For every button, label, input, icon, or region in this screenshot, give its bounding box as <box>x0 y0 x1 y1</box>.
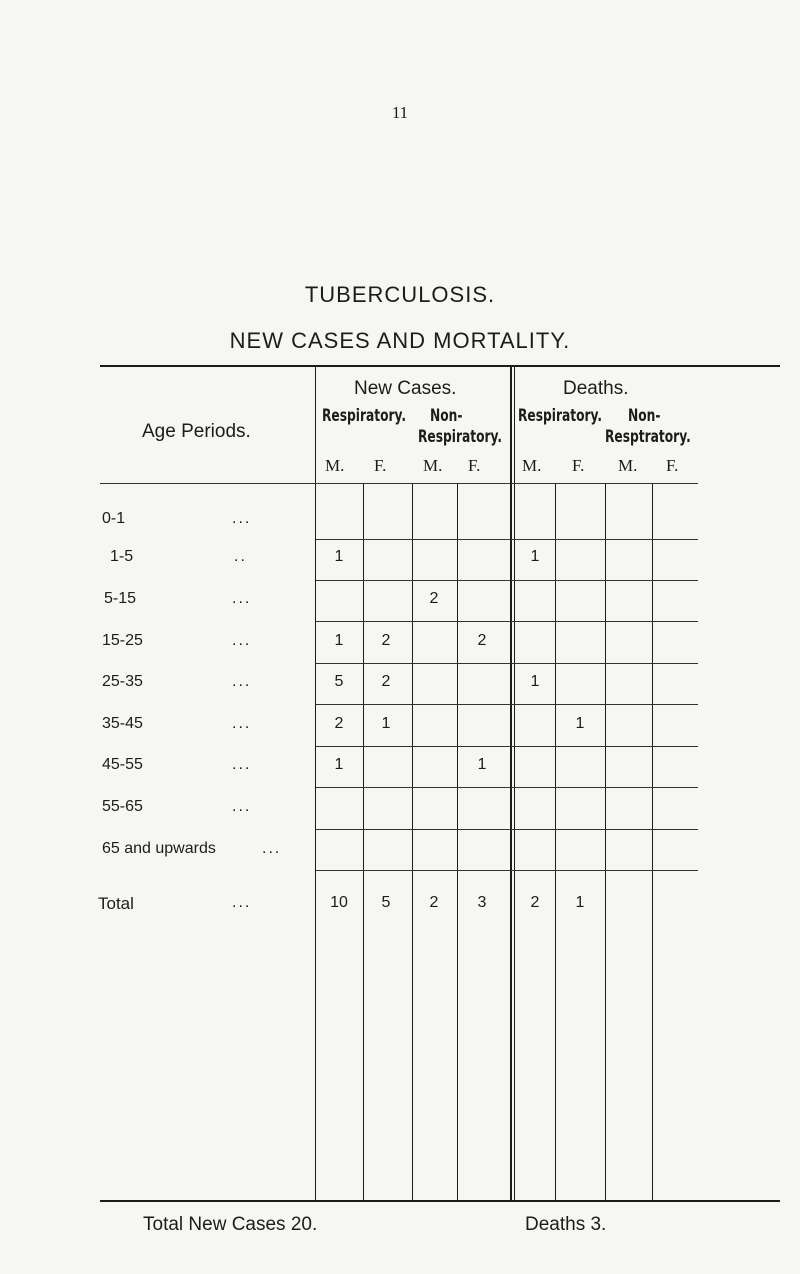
row-separator <box>316 704 698 705</box>
dot-leader: ... <box>232 756 252 773</box>
table-cell: 1 <box>334 548 344 565</box>
dot-leader: ... <box>232 715 252 732</box>
sex-label: M. <box>618 456 638 475</box>
table-cell: 2 <box>334 715 344 732</box>
table-cell: 2 <box>429 590 439 607</box>
table-cell: 2 <box>429 894 439 911</box>
table-top-rule <box>100 365 780 367</box>
table-cell: 1 <box>334 632 344 649</box>
column-divider <box>363 484 364 1200</box>
divider-age-column <box>315 366 316 1200</box>
age-period-label: Total <box>98 894 134 913</box>
table-cell: 2 <box>381 673 391 690</box>
dot-leader: .. <box>234 548 247 565</box>
sex-label: F. <box>374 456 387 475</box>
new-cases-non-header: Non- <box>430 406 463 426</box>
column-divider <box>457 484 458 1200</box>
age-period-label: 55-65 <box>102 798 143 815</box>
dot-leader: ... <box>232 798 252 815</box>
table-cell: 1 <box>575 894 585 911</box>
divider-deaths-group <box>510 366 512 1200</box>
age-period-label: 0-1 <box>102 510 126 527</box>
column-divider <box>605 484 606 1200</box>
dot-leader: ... <box>232 510 252 527</box>
column-divider <box>652 484 653 1200</box>
table-cell: 5 <box>381 894 391 911</box>
new-cases-header: New Cases. <box>354 378 457 399</box>
dot-leader: ... <box>232 590 252 607</box>
table-cell: 1 <box>530 548 540 565</box>
header-underline <box>100 483 698 484</box>
age-period-label: 35-45 <box>102 715 143 732</box>
table-cell: 2 <box>477 632 487 649</box>
age-period-label: 15-25 <box>102 632 143 649</box>
dot-leader: ... <box>232 673 252 690</box>
row-separator <box>316 870 698 871</box>
page-number: 11 <box>391 103 409 122</box>
age-period-label: 25-35 <box>102 673 143 690</box>
table-cell: 5 <box>334 673 344 690</box>
sex-label: F. <box>572 456 585 475</box>
row-separator <box>316 829 698 830</box>
sex-label: F. <box>468 456 481 475</box>
dot-leader: ... <box>232 632 252 649</box>
deaths-non-respiratory-header: Resptratory. <box>605 427 691 447</box>
page-title: TUBERCULOSIS. <box>304 282 496 307</box>
sex-label: F. <box>666 456 679 475</box>
age-period-label: 5-15 <box>104 590 137 607</box>
table-cell: 1 <box>381 715 391 732</box>
row-separator <box>316 787 698 788</box>
table-cell: 1 <box>530 673 540 690</box>
table-cell: 10 <box>330 894 348 911</box>
new-cases-respiratory-header: Respiratory. <box>322 406 407 426</box>
row-separator <box>316 539 698 540</box>
deaths-note: Deaths 3. <box>525 1214 607 1235</box>
table-bottom-rule <box>100 1200 780 1202</box>
age-period-label: 1-5 <box>110 548 134 565</box>
row-separator <box>316 746 698 747</box>
deaths-header: Deaths. <box>563 378 629 399</box>
age-period-label: 65 and upwards <box>102 840 216 857</box>
table-cell: 1 <box>477 756 487 773</box>
row-separator <box>316 580 698 581</box>
dot-leader: ... <box>262 840 282 857</box>
table-cell: 2 <box>381 632 391 649</box>
age-period-label: 45-55 <box>102 756 143 773</box>
column-divider <box>555 484 556 1200</box>
table-cell: 3 <box>477 894 487 911</box>
sex-label: M. <box>522 456 542 475</box>
deaths-non-header: Non- <box>628 406 661 426</box>
table-cell: 1 <box>575 715 585 732</box>
column-divider <box>412 484 413 1200</box>
sex-label: M. <box>325 456 345 475</box>
table-cell: 2 <box>530 894 540 911</box>
new-cases-non-respiratory-header: Respiratory. <box>418 427 503 447</box>
total-new-cases-note: Total New Cases 20. <box>143 1214 318 1235</box>
row-separator <box>316 663 698 664</box>
sex-label: M. <box>423 456 443 475</box>
deaths-respiratory-header: Respiratory. <box>518 406 603 426</box>
row-separator <box>316 621 698 622</box>
page-subtitle: NEW CASES AND MORTALITY. <box>229 328 571 353</box>
table-cell: 1 <box>334 756 344 773</box>
divider-deaths-group-inner <box>514 366 515 1200</box>
dot-leader: ... <box>232 894 252 911</box>
age-periods-header: Age Periods. <box>142 421 251 442</box>
